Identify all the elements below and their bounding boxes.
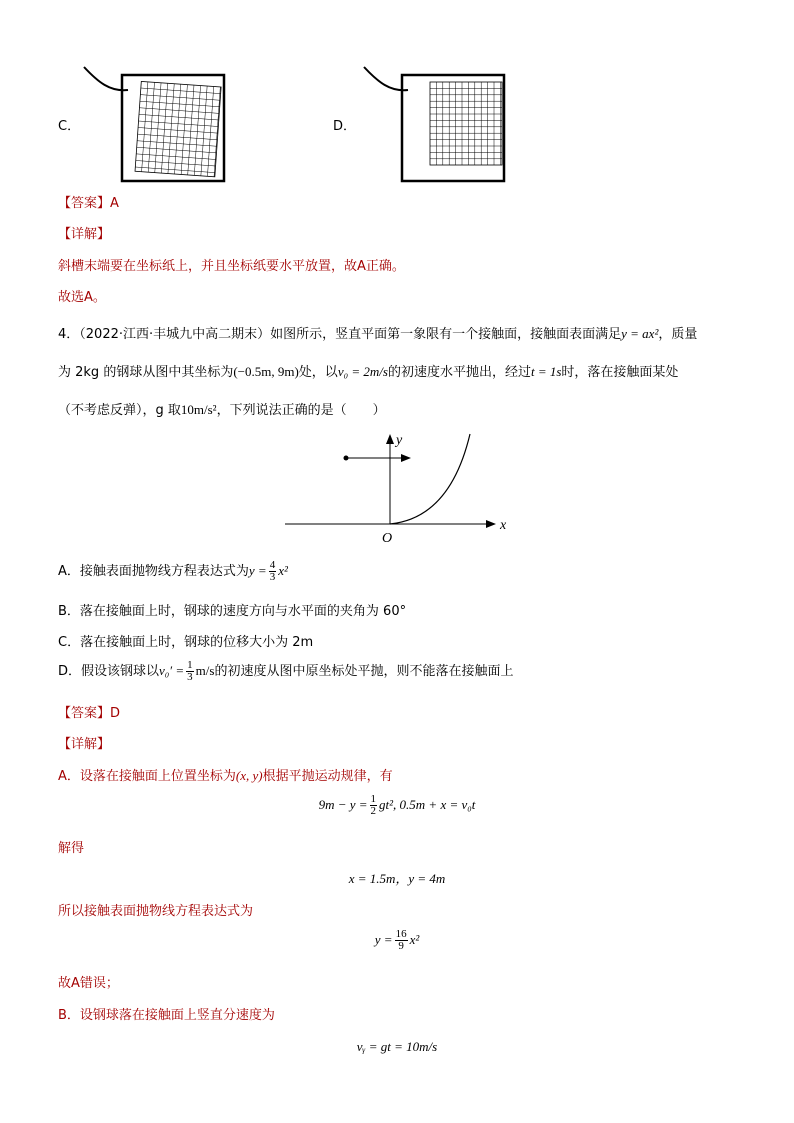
q4-stem-line-1	[58, 323, 697, 342]
fraction	[395, 929, 408, 952]
numerator: 1	[187, 659, 193, 671]
option-text: A．接触表面抛物线方程表达式为	[58, 564, 249, 579]
q3-answer-line	[58, 192, 119, 211]
q4-option-b: B．落在接触面上时，钢球的速度方向与水平面的夹角为 60°	[58, 604, 407, 619]
denominator: 3	[269, 571, 276, 583]
eq-lhs: y =	[374, 932, 393, 947]
q4-explain-a-intro	[58, 765, 393, 784]
explain-text: 根据平抛运动规律，有	[262, 769, 393, 784]
denominator: 3	[187, 671, 193, 683]
x-axis-arrow	[486, 520, 496, 528]
tilted-grid-paper	[135, 81, 221, 176]
stem-text: 时，落在接触面某处	[561, 365, 679, 380]
equation-1	[0, 794, 794, 817]
equation-4: vᵧ = gt = 10m/s	[356, 1039, 438, 1054]
answer-value: A	[110, 196, 119, 211]
numerator: 16	[395, 928, 407, 940]
fraction	[370, 794, 378, 817]
q4-option-d	[58, 660, 513, 683]
eq-rhs: x²	[278, 563, 288, 578]
stem-text: 处，以	[298, 365, 338, 380]
surface-equation: y = ax²	[621, 326, 659, 341]
start-coordinate: (−0.5m, 9m)	[233, 364, 299, 379]
denominator: 2	[370, 805, 377, 817]
option-d-figure	[360, 62, 510, 184]
origin-label: O	[382, 531, 393, 546]
option-d-label: D．	[333, 119, 357, 134]
unit: m/s	[195, 663, 215, 678]
stem-text: 4．（2022·江西·丰城九中高二期末）如图所示，竖直平面第一象限有一个接触面，接触面表面满足	[58, 327, 622, 342]
x-axis-label: x	[500, 518, 507, 533]
stem-text: 的初速度水平抛出，经过	[387, 365, 531, 380]
eq-rhs: x²	[409, 932, 420, 947]
fraction	[186, 660, 194, 683]
stem-text: ，质量	[658, 327, 698, 342]
y-axis-label: y	[396, 433, 403, 448]
equation-3	[0, 929, 794, 952]
q3-explanation: 斜槽末端要在坐标纸上，并且坐标纸要水平放置，故A正确。	[58, 259, 405, 274]
stem-text: ，下列说法正确的是（ ）	[216, 403, 386, 418]
eq-lhs: y =	[248, 563, 267, 578]
y-axis-arrow	[386, 434, 394, 444]
q4-option-a	[58, 560, 288, 583]
option-c-label: C．	[58, 119, 81, 134]
fraction	[269, 560, 277, 583]
q4-stem-line-2	[58, 361, 678, 380]
explain-text: A．设落在接触面上位置坐标为	[58, 769, 236, 784]
numerator: 1	[370, 793, 377, 805]
landing-coord: (x, y)	[235, 768, 263, 783]
equation-2: x = 1.5m，y = 4m	[348, 871, 446, 886]
q4-so-text: 所以接触表面抛物线方程表达式为	[58, 904, 254, 919]
eq-rhs: gt², 0.5m + x = v₀t	[379, 797, 476, 812]
answer-tag: 【答案】	[58, 706, 111, 721]
level-grid-paper	[430, 82, 502, 165]
q3-detail-tag: 【详解】	[58, 227, 111, 242]
initial-velocity: v₀ = 2m/s	[337, 364, 388, 379]
option-text: 的初速度从图中原坐标处平抛，则不能落在接触面上	[214, 664, 514, 679]
stem-text: （不考虑反弹），g 取	[58, 403, 181, 418]
option-text: D．假设该钢球以	[58, 664, 160, 679]
q4-coordinate-figure	[280, 428, 520, 550]
q4-detail-tag: 【详解】	[58, 737, 111, 752]
option-c-figure	[80, 62, 230, 184]
q4-answer-line	[58, 702, 120, 721]
answer-value: D	[110, 706, 121, 721]
stem-text: 为 2kg 的钢球从图中其坐标为	[58, 365, 234, 380]
time-value: t = 1s	[530, 364, 562, 379]
answer-tag: 【答案】	[58, 196, 111, 211]
denominator: 9	[398, 940, 404, 952]
gravity-value: 10m/s²	[180, 402, 217, 417]
q4-option-c: C．落在接触面上时，钢球的位移大小为 2m	[58, 635, 314, 650]
q4-stem-line-3	[58, 399, 386, 418]
q4-a-wrong: 故A错误；	[58, 976, 119, 991]
eq-lhs: 9m − y =	[318, 797, 368, 812]
q3-conclusion: 故选A。	[58, 290, 106, 305]
numerator: 4	[269, 559, 276, 571]
new-velocity: v₀′ =	[159, 663, 185, 678]
q4-solve-label: 解得	[58, 841, 85, 856]
q4-explain-b-intro: B．设钢球落在接触面上竖直分速度为	[58, 1008, 275, 1023]
velocity-arrowhead	[401, 454, 411, 462]
